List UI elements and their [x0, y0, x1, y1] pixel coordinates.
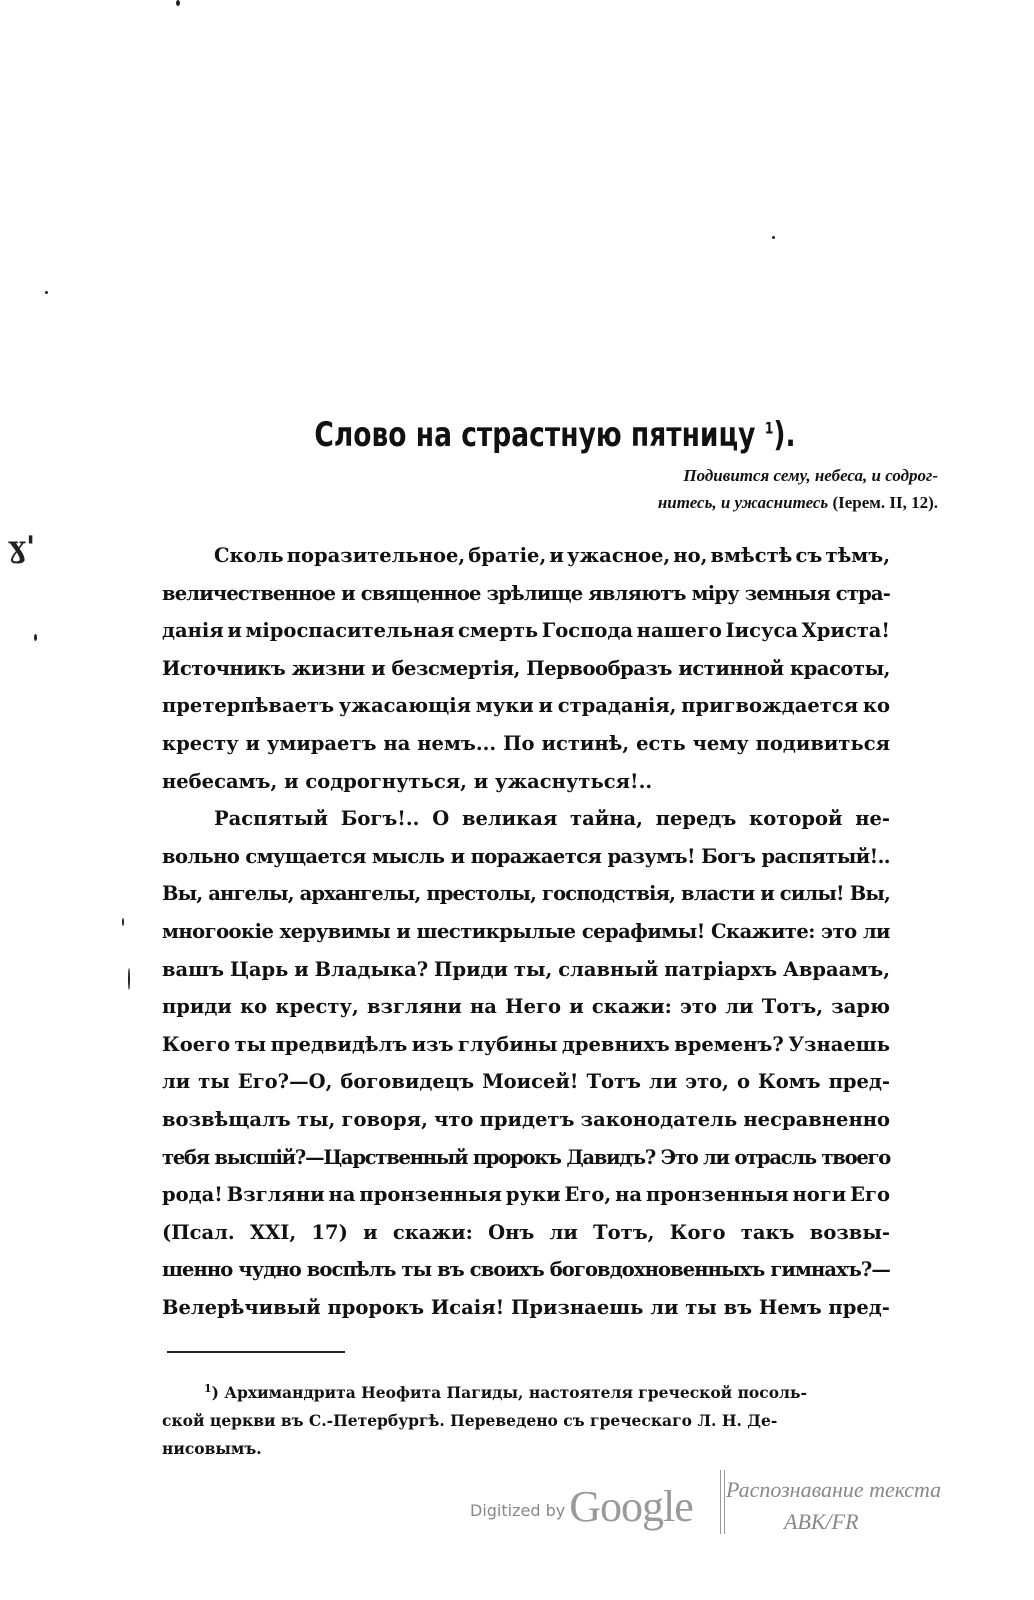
text-line: Велерѣчивый пророкъ Исаія! Признаешь ли ты въ Немъ пред-: [162, 1295, 890, 1319]
watermark-separator: [720, 1470, 725, 1534]
text-line: Коего ты предвидѣлъ изъ глубины древнихъ временъ? Узнаешь: [162, 1032, 890, 1056]
ink-speck: [772, 236, 775, 239]
ink-speck: [176, 0, 180, 6]
margin-ink-mark: ɣ': [8, 530, 36, 565]
text-line: приди ко кресту, взгляни на Него и скажи: это ли Тотъ, зарю: [162, 995, 890, 1019]
text-line: шенно чудно воспѣлъ ты въ своихъ боговдохновенныхъ гимнахъ?—: [162, 1258, 890, 1282]
text-line: ли ты Его?—О, боговидецъ Моисей! Тотъ ли это, о Комъ пред-: [162, 1070, 890, 1094]
text-line: кресту и умираетъ на немъ... По истинѣ, есть чему подивиться: [162, 731, 890, 755]
title-text: Слово на страстную пятницу: [314, 414, 756, 455]
digitized-by-label: Digitized by: [470, 1501, 566, 1520]
epigraph-reference: (Іерем. II, 12).: [832, 493, 938, 512]
digitized-by-google-watermark: [470, 1472, 693, 1532]
footnote-line: ской церкви въ С.-Петербургѣ. Переведено съ греческаго Л. Н. Де-: [162, 1411, 778, 1431]
body-text: [162, 537, 942, 1326]
text-line: претерпѣваетъ ужасающія муки и страданія, пригвождается ко: [162, 694, 890, 718]
title-close: ).: [773, 414, 796, 455]
text-line: тебя высшій?—Царственный пророкъ Давидъ? Это ли отрасль твоего: [162, 1145, 890, 1169]
footnote-line: нисовымъ.: [162, 1439, 262, 1459]
text-line: рода! Взгляни на пронзенныя руки Его, на пронзенныя ноги Его: [162, 1183, 890, 1207]
page-title: [247, 415, 863, 455]
text-line: вашъ Царь и Владыка? Приди ты, славный патріархъ Авраамъ,: [162, 957, 890, 981]
text-line: вольно смущается мысль и поражается разумъ! Богъ распятый!..: [162, 844, 890, 868]
paragraph: [162, 800, 942, 1326]
text-line: возвѣщалъ ты, говоря, что придетъ законодатель несравненно: [162, 1107, 890, 1131]
ocr-credit: [726, 1474, 941, 1538]
footnote-line: [162, 1375, 942, 1407]
epigraph-line: Подивится сему, небеса, и содрог-: [683, 466, 938, 485]
text-line: Распятый Богъ!.. О великая тайна, передъ которой не-: [214, 807, 890, 831]
ink-speck: [45, 291, 48, 294]
ink-speck: [34, 634, 37, 641]
paragraph: [162, 537, 942, 800]
text-line: Вы, ангелы, архангелы, престолы, господствія, власти и силы! Вы,: [162, 882, 890, 906]
ocr-credit-signature: ABK/FR: [784, 1509, 859, 1534]
text-line: Источникъ жизни и безсмертія, Первообразъ истинной красоты,: [162, 656, 890, 680]
footnote: [162, 1375, 942, 1463]
ink-speck: [128, 968, 130, 990]
text-line: многоокіе херувимы и шестикрылые серафимы! Скажите: это ли: [162, 919, 890, 943]
epigraph: [478, 462, 938, 516]
text-line: величественное и священное зрѣлище являютъ міру земныя стра-: [162, 581, 890, 605]
footnote-marker: 1: [204, 1382, 212, 1395]
ink-speck: [122, 918, 124, 926]
title-footnote-marker: 1: [764, 418, 774, 438]
text-line: небесамъ, и содрогнуться, и ужаснуться!..: [162, 769, 653, 793]
epigraph-line: нитесь, и ужаснитесь: [657, 493, 829, 512]
footnote-text: ) Архимандрита Неофита Пагиды, настоятеля греческой посоль-: [211, 1383, 807, 1403]
ocr-credit-line: Распознавание текста: [726, 1477, 942, 1502]
text-line: Сколь поразительное, братіе, и ужасное, но, вмѣстѣ съ тѣмъ,: [214, 544, 890, 567]
text-line: данія и міроспасительная смерть Господа нашего Іисуса Христа!: [162, 619, 890, 643]
text-line: (Псал. XXI, 17) и скажи: Онъ ли Тотъ, Кого такъ возвы-: [162, 1220, 890, 1244]
google-logo: Google: [569, 1482, 693, 1531]
footnote-divider: [167, 1351, 345, 1353]
